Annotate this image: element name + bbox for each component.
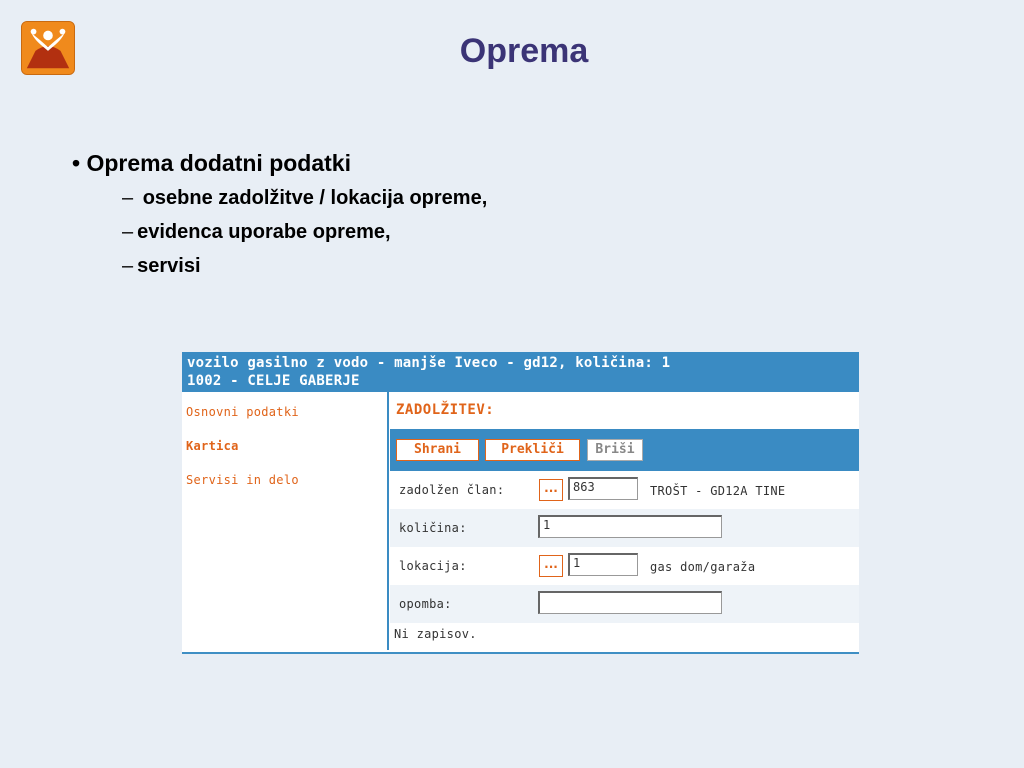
app-screenshot — [182, 352, 859, 654]
sidebar — [182, 392, 389, 650]
quantity-input[interactable]: 1 — [538, 515, 722, 538]
location-label: lokacija: — [399, 559, 467, 573]
location-description: gas dom/garaža — [650, 560, 756, 574]
bullet-sub-2: – evidenca uporabe opreme, — [122, 221, 391, 243]
sidebar-item-kartica[interactable]: Kartica — [186, 439, 239, 453]
cancel-button[interactable]: Prekliči — [485, 439, 580, 461]
button-bar — [390, 429, 859, 471]
save-button[interactable]: Shrani — [396, 439, 479, 461]
location-picker-button[interactable]: ... — [539, 555, 563, 577]
bullet-list — [72, 150, 487, 289]
note-input[interactable] — [538, 591, 722, 614]
bullet-sub-text: osebne zadolžitve / lokacija opreme, — [142, 187, 488, 209]
member-input[interactable]: 863 — [568, 477, 638, 500]
quantity-row — [390, 509, 859, 547]
app-header — [182, 352, 859, 392]
bullet-main: • Oprema dodatni podatki — [72, 150, 351, 176]
location-row — [390, 547, 859, 585]
bullet-main-text: Oprema dodatni podatki — [86, 150, 351, 176]
bullet-sub-1: – osebne zadolžitve / lokacija opreme, — [122, 187, 488, 209]
sidebar-item-servisi[interactable]: Servisi in delo — [186, 473, 299, 487]
app-body — [182, 392, 859, 650]
no-records-text: Ni zapisov. — [394, 627, 477, 641]
slide-title: Oprema — [459, 32, 589, 70]
header-line-1: vozilo gasilno z vodo - manjše Iveco - gd12, količina: 1 — [187, 355, 671, 371]
bullet-sub-3: – servisi — [122, 255, 201, 277]
member-picker-button[interactable]: ... — [539, 479, 563, 501]
bullet-sub-text: servisi — [137, 255, 201, 277]
header-line-2: 1002 - CELJE GABERJE — [187, 373, 360, 389]
note-row — [390, 585, 859, 623]
bullet-sub-text: evidenca uporabe opreme, — [137, 221, 391, 243]
member-description: TROŠT - GD12A TINE — [650, 484, 786, 498]
location-input[interactable]: 1 — [568, 553, 638, 576]
sidebar-item-osnovni-podatki[interactable]: Osnovni podatki — [186, 405, 299, 419]
section-title: ZADOLŽITEV: — [396, 402, 495, 418]
main-panel — [390, 392, 859, 650]
records-row — [390, 623, 859, 648]
member-row — [390, 471, 859, 509]
member-label: zadolžen član: — [399, 483, 505, 497]
note-label: opomba: — [399, 597, 452, 611]
delete-button[interactable]: Briši — [587, 439, 643, 461]
quantity-label: količina: — [399, 521, 467, 535]
